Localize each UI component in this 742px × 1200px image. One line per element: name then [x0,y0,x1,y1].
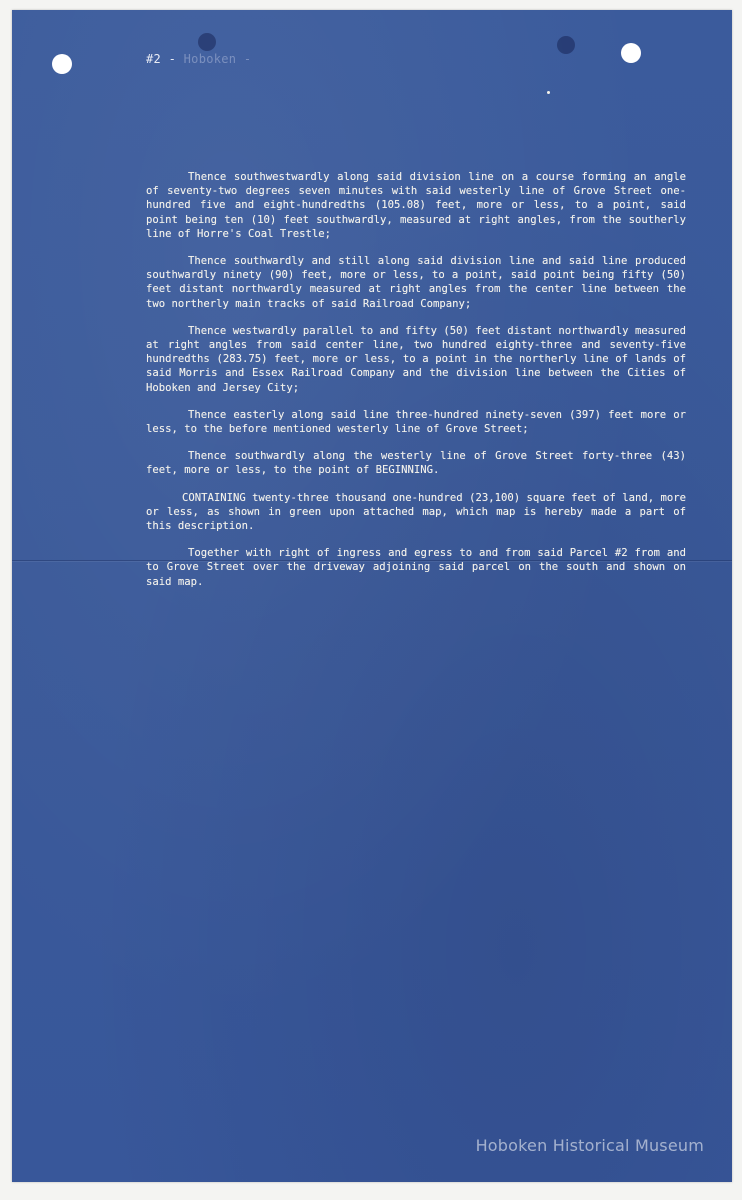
paragraph-5: Thence southwardly along the westerly line of Grove Street forty-three (43) feet, more or less, to the point of BEGINNING. [146,450,686,477]
paragraph-4: Thence easterly along said line three-hundred ninety-seven (397) feet more or less, to the before mentioned westerly line of Grove Street; [146,408,686,436]
punch-hole-right [621,43,641,63]
faded-title: Hoboken - [183,52,252,66]
paragraph-6: CONTAINING twenty-three thousand one-hundred (23,100) square feet of land, more or less, as shown in green upon attached map, which map is hereby made a part of this description. [146,491,686,533]
page-header [146,52,251,66]
paragraph-3: Thence westwardly parallel to and fifty (50) feet distant northwardly measured at right angles from said center line, two hundred eighty-three and seventy-five hundredths (283.75) feet, more or less, to a point in the northerly line of lands of said Morris and Essex Railroad Company and the division line between the Cities of Hoboken and Jersey City; [146,324,686,394]
punch-hole-left [52,54,72,74]
document-body [146,170,686,602]
page-marker: #2 - [146,52,177,66]
museum-watermark: Hoboken Historical Museum [475,1136,704,1155]
paper-speck [547,91,550,94]
hole-mark-shadow [557,36,575,54]
paragraph-7: Together with right of ingress and egress to and from said Parcel #2 from and to Grove Street over the driveway adjoining said parcel on the south and shown on said map. [146,547,686,588]
paragraph-1: Thence southwestwardly along said division line on a course forming an angle of seventy-two degrees seven minutes with said westerly line of Grove Street one-hundred five and eight-hundredths (105.08) feet, more or less, to a point, said point being ten (10) feet southwardly, measured at right angles, from the southerly line of Horre's Coal Trestle; [146,171,686,240]
paragraph-2: Thence southwardly and still along said division line and said line produced southwardly ninety (90) feet, more or less, to a point, said point being fifty (50) feet distant northwardly measured at right angles from the center line between the two northerly main tracks of said Railroad Company; [146,255,686,310]
hole-mark-shadow [198,33,216,51]
